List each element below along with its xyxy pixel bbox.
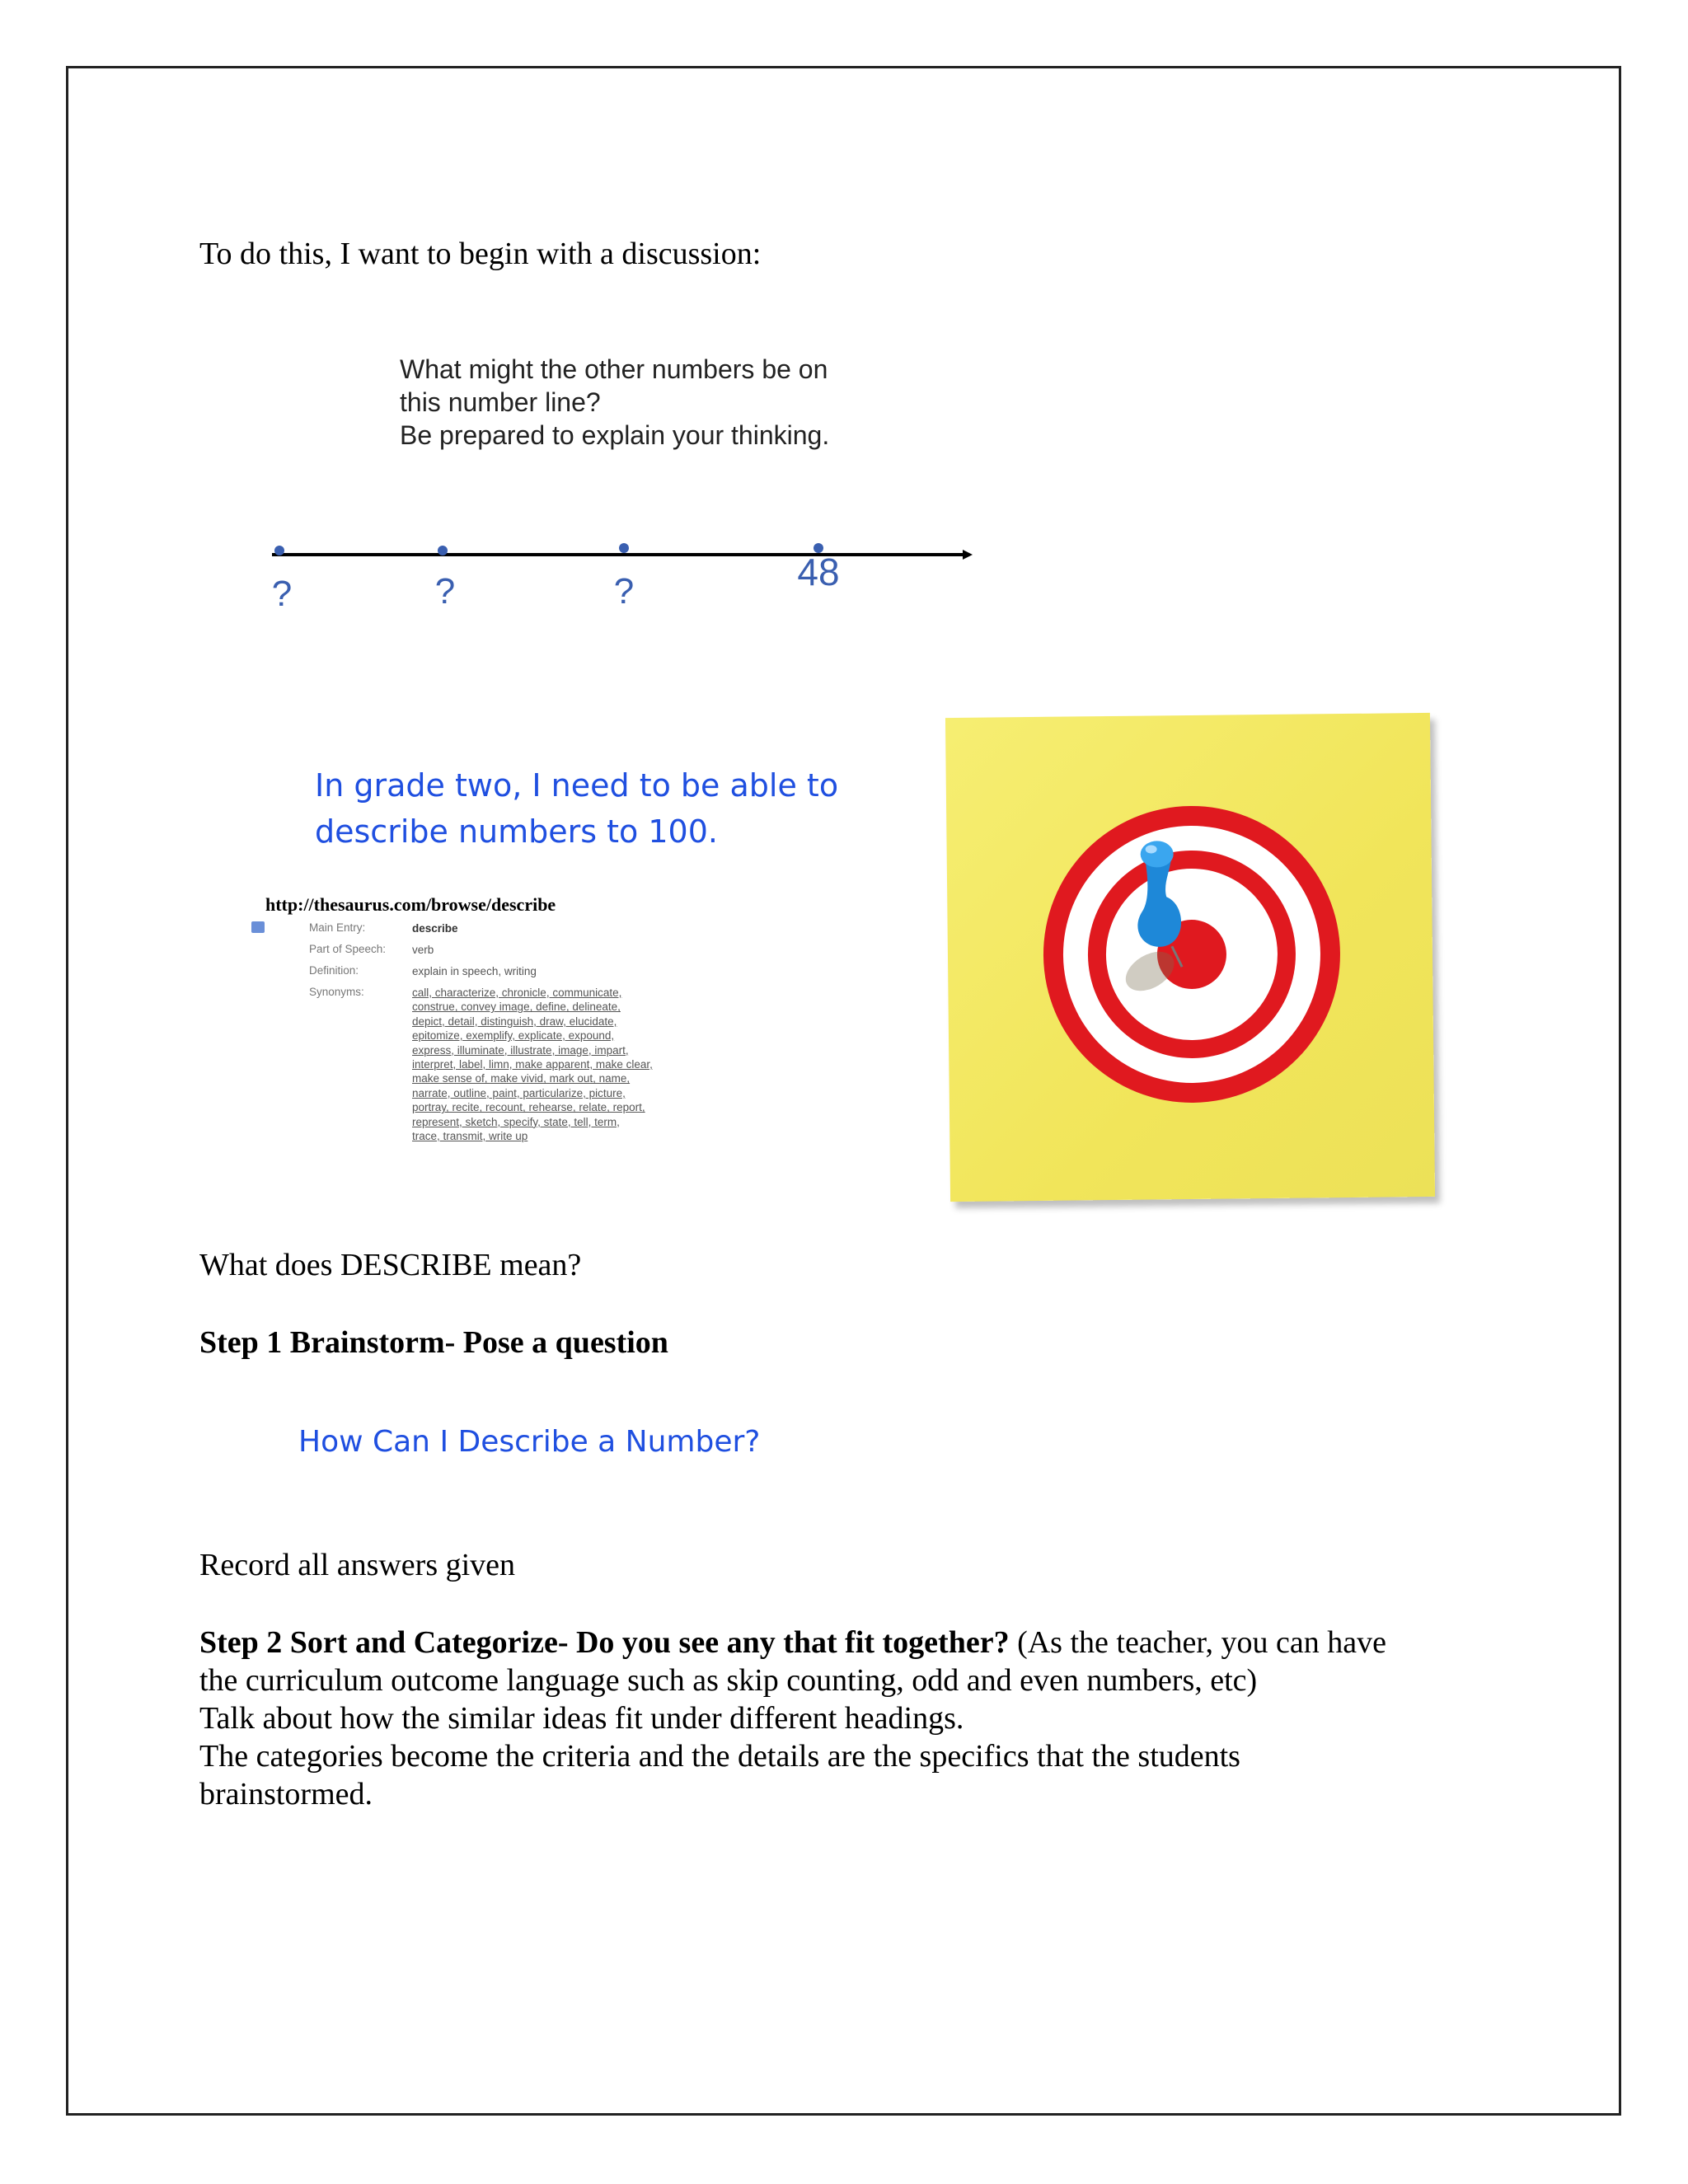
step2-heading: [199, 1624, 1386, 1661]
step2-line: the curriculum outcome language such as skip counting, odd and even numbers, etc): [199, 1663, 1258, 1698]
sticky-note: [945, 713, 1435, 1202]
target-icon: [945, 713, 1435, 1202]
step1-title: Step 1 Brainstorm- Pose a question: [199, 1325, 668, 1360]
synonyms-list: call, characterize, chronicle, communicate, construe, convey image, define, delineate, depict, detail, distinguish, draw, elucidate, epitomize, exemplify, explicate, expound, express, illuminate, illustrate, image, impart, interpret, label, limn, make apparent, make clear, make sense of, make vivid, mark out, name, narrate, outline, paint, particularize, picture, portray, recite, recount, rehearse, relate, report, represent, sketch, specify, state, tell, term, trace, transmit, write up: [412, 987, 653, 1143]
grade-goal: [315, 762, 838, 855]
step2-line: brainstormed.: [199, 1777, 373, 1811]
number-label: ?: [434, 571, 456, 612]
number-label: ?: [271, 574, 293, 614]
number-label: ?: [613, 571, 635, 612]
number-label: 48: [797, 551, 840, 593]
step1-question: How Can I Describe a Number?: [298, 1425, 761, 1459]
describe-question: What does DESCRIBE mean?: [199, 1248, 582, 1282]
prompt-line: this number line?: [400, 387, 601, 417]
number-line-prompt: [400, 353, 829, 452]
tick-dot: [619, 543, 629, 553]
step2-line: The categories become the criteria and the details are the specifics that the students: [199, 1739, 1240, 1774]
step1-after: Record all answers given: [199, 1548, 516, 1582]
tick-dot: [274, 546, 284, 555]
number-line: [264, 527, 973, 618]
number-line-arrow: [963, 550, 973, 560]
tick-dot: [438, 546, 448, 555]
goal-line: describe numbers to 100.: [315, 813, 718, 850]
prompt-line: What might the other numbers be on: [400, 354, 828, 384]
goal-line: In grade two, I need to be able to: [315, 767, 839, 804]
prompt-line: Be prepared to explain your thinking.: [400, 420, 830, 450]
thesaurus-url: http://thesaurus.com/browse/describe: [265, 894, 556, 915]
step2-paren: (As the teacher, you can have: [1009, 1625, 1387, 1660]
intro-text: To do this, I want to begin with a discussion:: [199, 237, 762, 271]
step2-title: Step 2 Sort and Categorize- Do you see any that fit together?: [199, 1625, 1010, 1660]
thesaurus-icon: [251, 921, 265, 933]
step2-line: Talk about how the similar ideas fit under different headings.: [199, 1701, 964, 1736]
